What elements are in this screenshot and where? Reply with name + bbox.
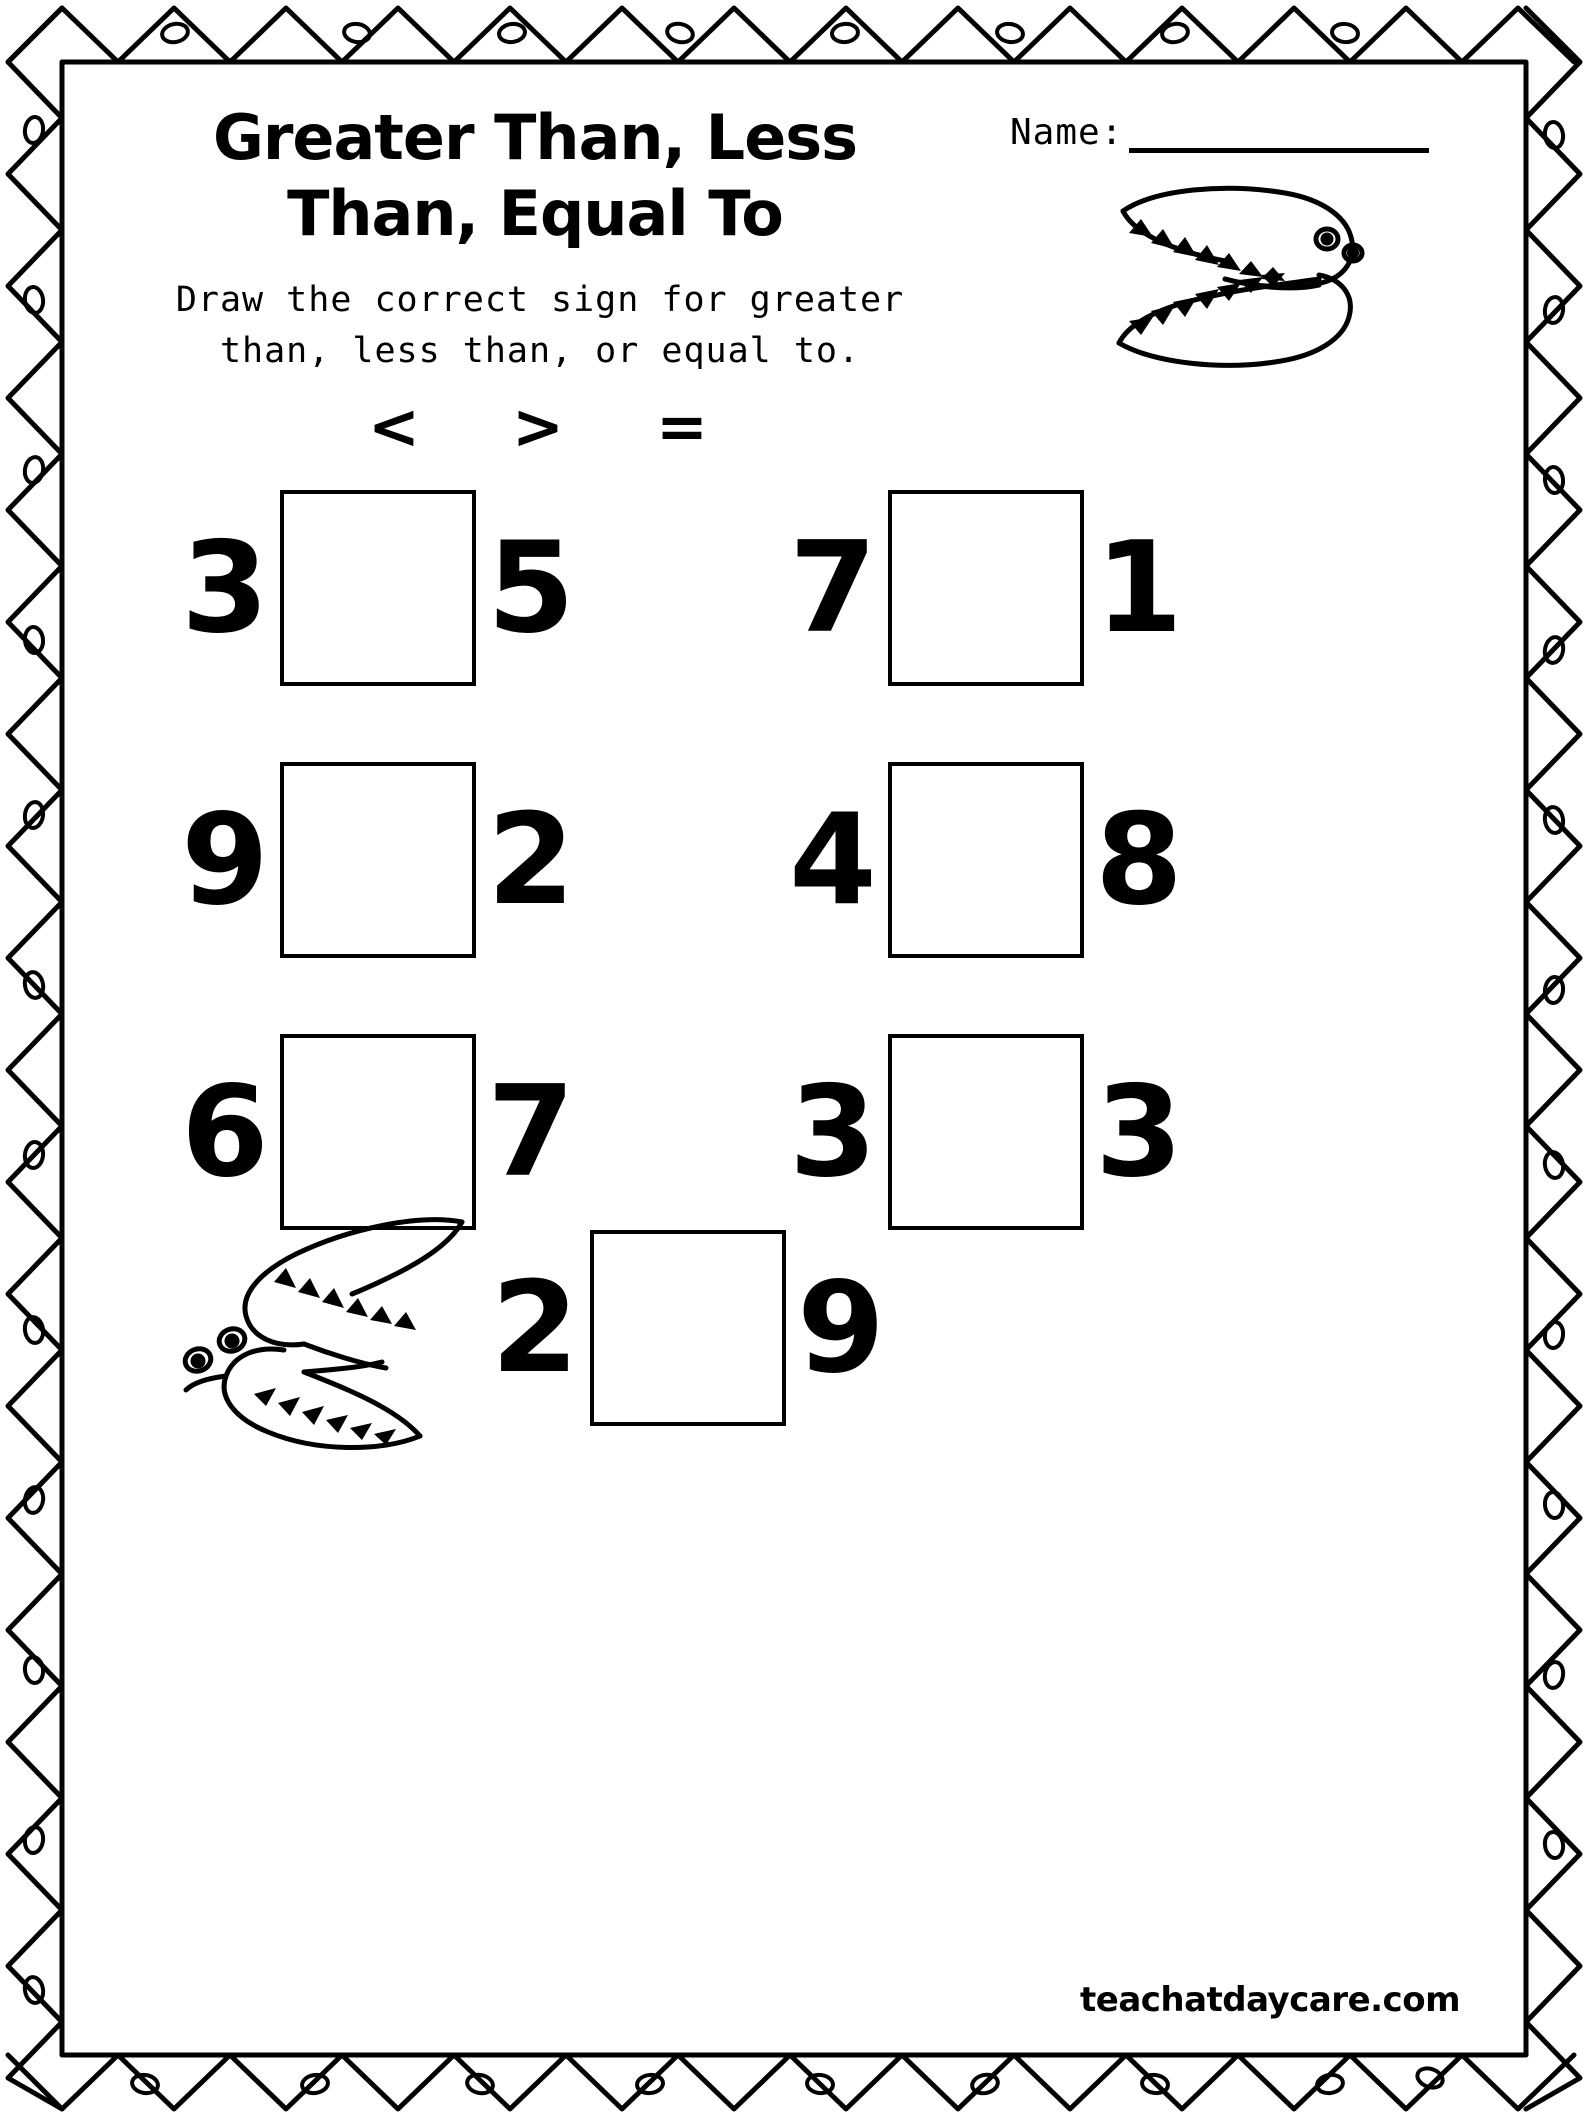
problem-6-right-number: 3 <box>1095 1058 1183 1205</box>
problems-grid <box>120 490 1480 1306</box>
problem-2-right-number: 1 <box>1095 514 1183 661</box>
problem-2 <box>788 490 1184 686</box>
problem-row <box>120 762 1480 1034</box>
page-title: Greater Than, Less Than, Equal To <box>212 101 858 250</box>
problem-5-left-number: 6 <box>181 1058 269 1205</box>
symbol-greater-than: > <box>512 390 564 463</box>
problem-3 <box>180 762 576 958</box>
problem-2-answer-box[interactable] <box>888 490 1084 686</box>
problem-7-right-number: 9 <box>797 1254 885 1401</box>
problem-1 <box>180 490 576 686</box>
problem-1-answer-box[interactable] <box>280 490 476 686</box>
problem-7-left-number: 2 <box>491 1254 579 1401</box>
problem-3-right-number: 2 <box>487 786 575 933</box>
name-label: Name: <box>1010 112 1124 153</box>
problem-5-right-number: 7 <box>487 1058 575 1205</box>
name-field-row[interactable] <box>1010 110 1429 153</box>
problem-4 <box>788 762 1184 958</box>
problem-4-right-number: 8 <box>1095 786 1183 933</box>
problem-row <box>120 490 1480 762</box>
problem-7 <box>490 1230 886 1426</box>
problem-6 <box>788 1034 1184 1230</box>
problem-4-left-number: 4 <box>789 786 877 933</box>
problem-4-answer-box[interactable] <box>888 762 1084 958</box>
problem-6-left-number: 3 <box>789 1058 877 1205</box>
problem-1-left-number: 3 <box>181 514 269 661</box>
problem-1-right-number: 5 <box>487 514 575 661</box>
symbol-key <box>368 390 708 463</box>
problem-2-left-number: 7 <box>789 514 877 661</box>
alligator-less-than-icon <box>90 1200 480 1500</box>
worksheet-content <box>120 70 1480 2050</box>
instructions-text: Draw the correct sign for greater than, less than, or equal to. <box>175 280 905 371</box>
site-credit: teachatdaycare.com <box>1080 1980 1460 2020</box>
problem-3-answer-box[interactable] <box>280 762 476 958</box>
alligator-greater-than-icon <box>1105 175 1370 390</box>
symbol-less-than: < <box>368 390 420 463</box>
name-input-blank[interactable] <box>1129 110 1429 153</box>
problem-7-answer-box[interactable] <box>590 1230 786 1426</box>
symbol-equal-to: = <box>656 390 708 463</box>
problem-3-left-number: 9 <box>181 786 269 933</box>
problem-6-answer-box[interactable] <box>888 1034 1084 1230</box>
